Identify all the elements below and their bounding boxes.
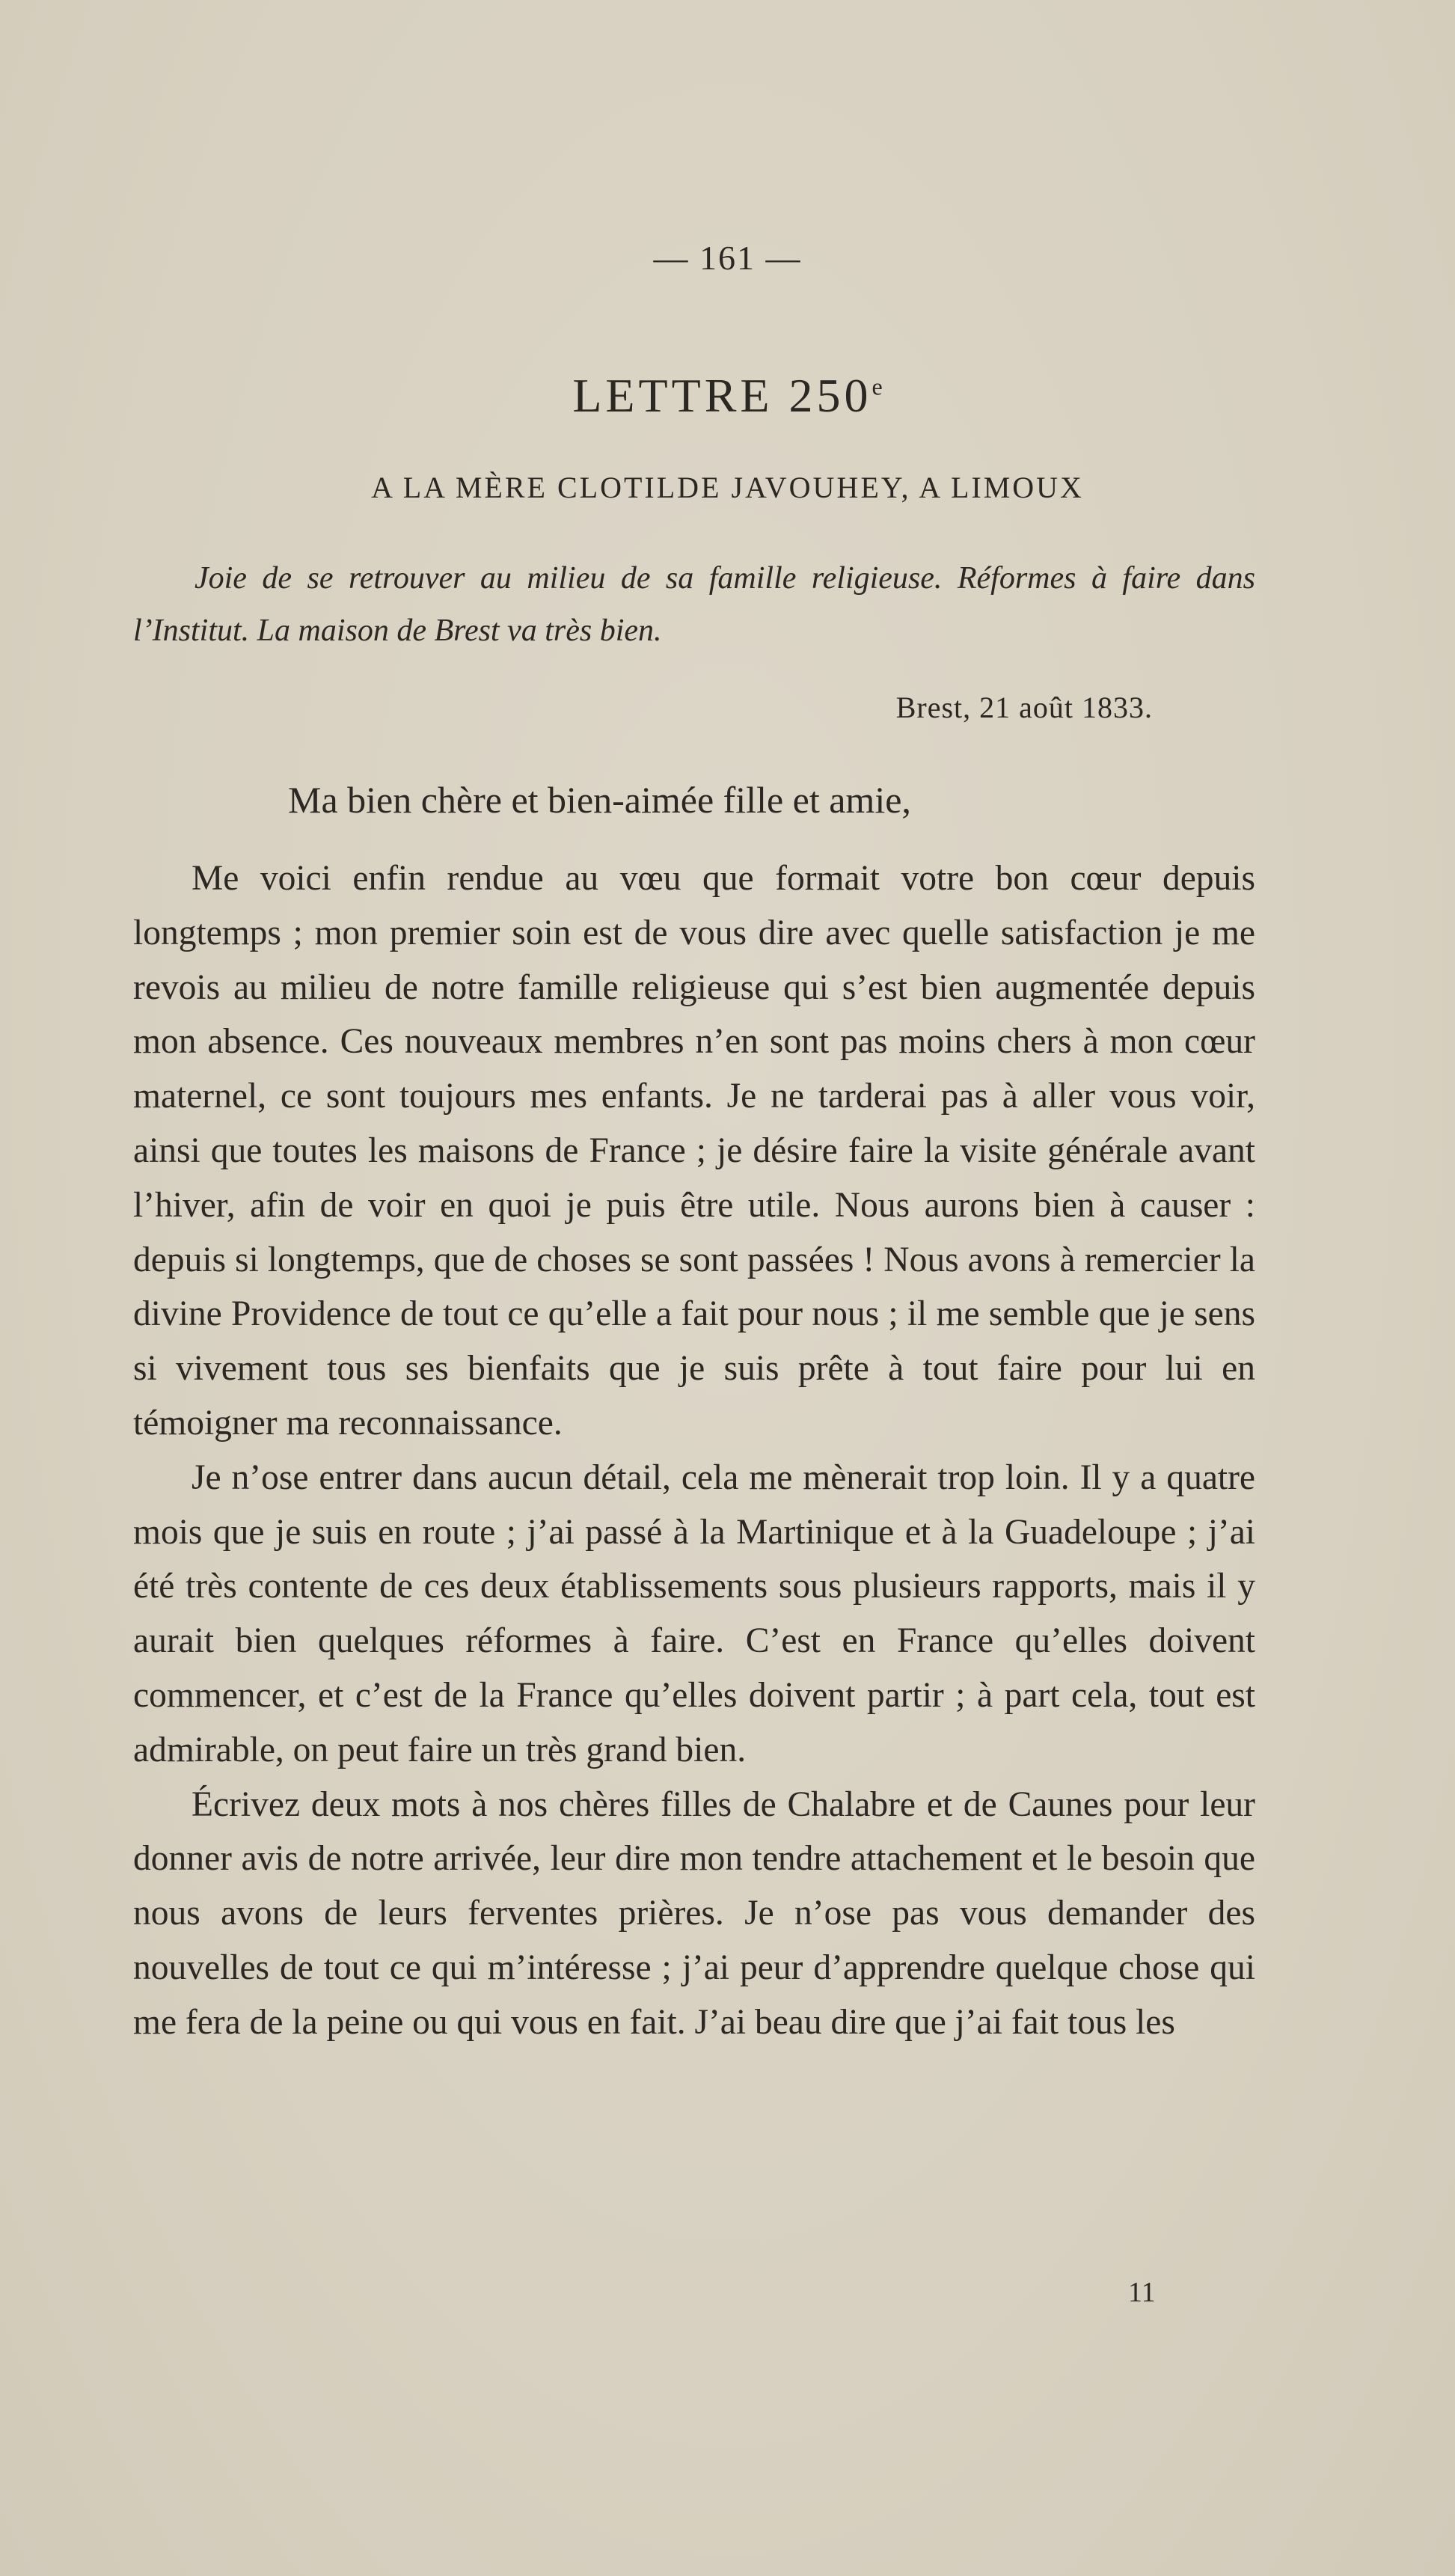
body-paragraph: Me voici enfin rendue au vœu que formait votre bon cœur depuis longtemps ; mon premier soin est de vous dire avec quelle satisfaction je me revois au milieu de notre famille religieuse qui s’est bien augmentée depuis mon absence. Ces nouveaux membres n’en sont pas moins chers à mon cœur maternel, ce sont toujours mes enfants. Je ne tarderai pas à aller vous voir, ainsi que toutes les maisons de France ; je désire faire la visite générale avant l’hiver, afin de voir en quoi je puis être utile. Nous aurons bien à causer : depuis si longtemps, que de choses se sont passées ! Nous avons à remercier la divine Providence de tout ce qu’elle a fait pour nous ; il me semble que je sens si vivement tous ses bienfaits que je suis prête à tout faire pour lui en témoigner ma reconnaissance. [133, 859, 1255, 1443]
letter-title-text: LETTRE 250 [572, 369, 872, 422]
body-paragraph: Je n’ose entrer dans aucun détail, cela me mènerait trop loin. Il y a quatre mois que je suis en route ; j’ai passé à la Martinique et à la Guadeloupe ; j’ai été très contente de ces deux établissements sous plusieurs rapports, mais il y aurait bien quelques réformes à faire. C’est en France qu’elles doivent commencer, et c’est de la France qu’elles doivent partir ; à part cela, tout est admirable, on peut faire un très grand bien. [133, 1457, 1255, 1769]
letter-recipient: A LA MÈRE CLOTILDE JAVOUHEY, A LIMOUX [371, 471, 1084, 504]
place-and-date: Brest, 21 août 1833. [895, 691, 1153, 724]
letter-title-superscript: e [872, 373, 883, 400]
signature-mark: 11 [1128, 2277, 1156, 2308]
letter-summary: Joie de se retrouver au milieu de sa famille religieuse. Réformes à faire dans l’Institut. La maison de Brest va très bien. [133, 561, 1255, 648]
salutation: Ma bien chère et bien-aimée fille et amie, [288, 779, 911, 821]
body-paragraph: Écrivez deux mots à nos chères filles de Chalabre et de Caunes pour leur donner avis de notre arrivée, leur dire mon tendre attachement et le besoin que nous avons de leurs ferventes prières. Je n’ose pas vous demander des nouvelles de tout ce qui m’intéresse ; j’ai peur d’apprendre quelque chose qui me fera de la peine ou qui vous en fait. J’ai beau dire que j’ai fait tous les [133, 1784, 1255, 2042]
letter-body [133, 851, 1255, 2050]
letter-title [0, 368, 1455, 423]
page-number: — 161 — [653, 239, 802, 277]
